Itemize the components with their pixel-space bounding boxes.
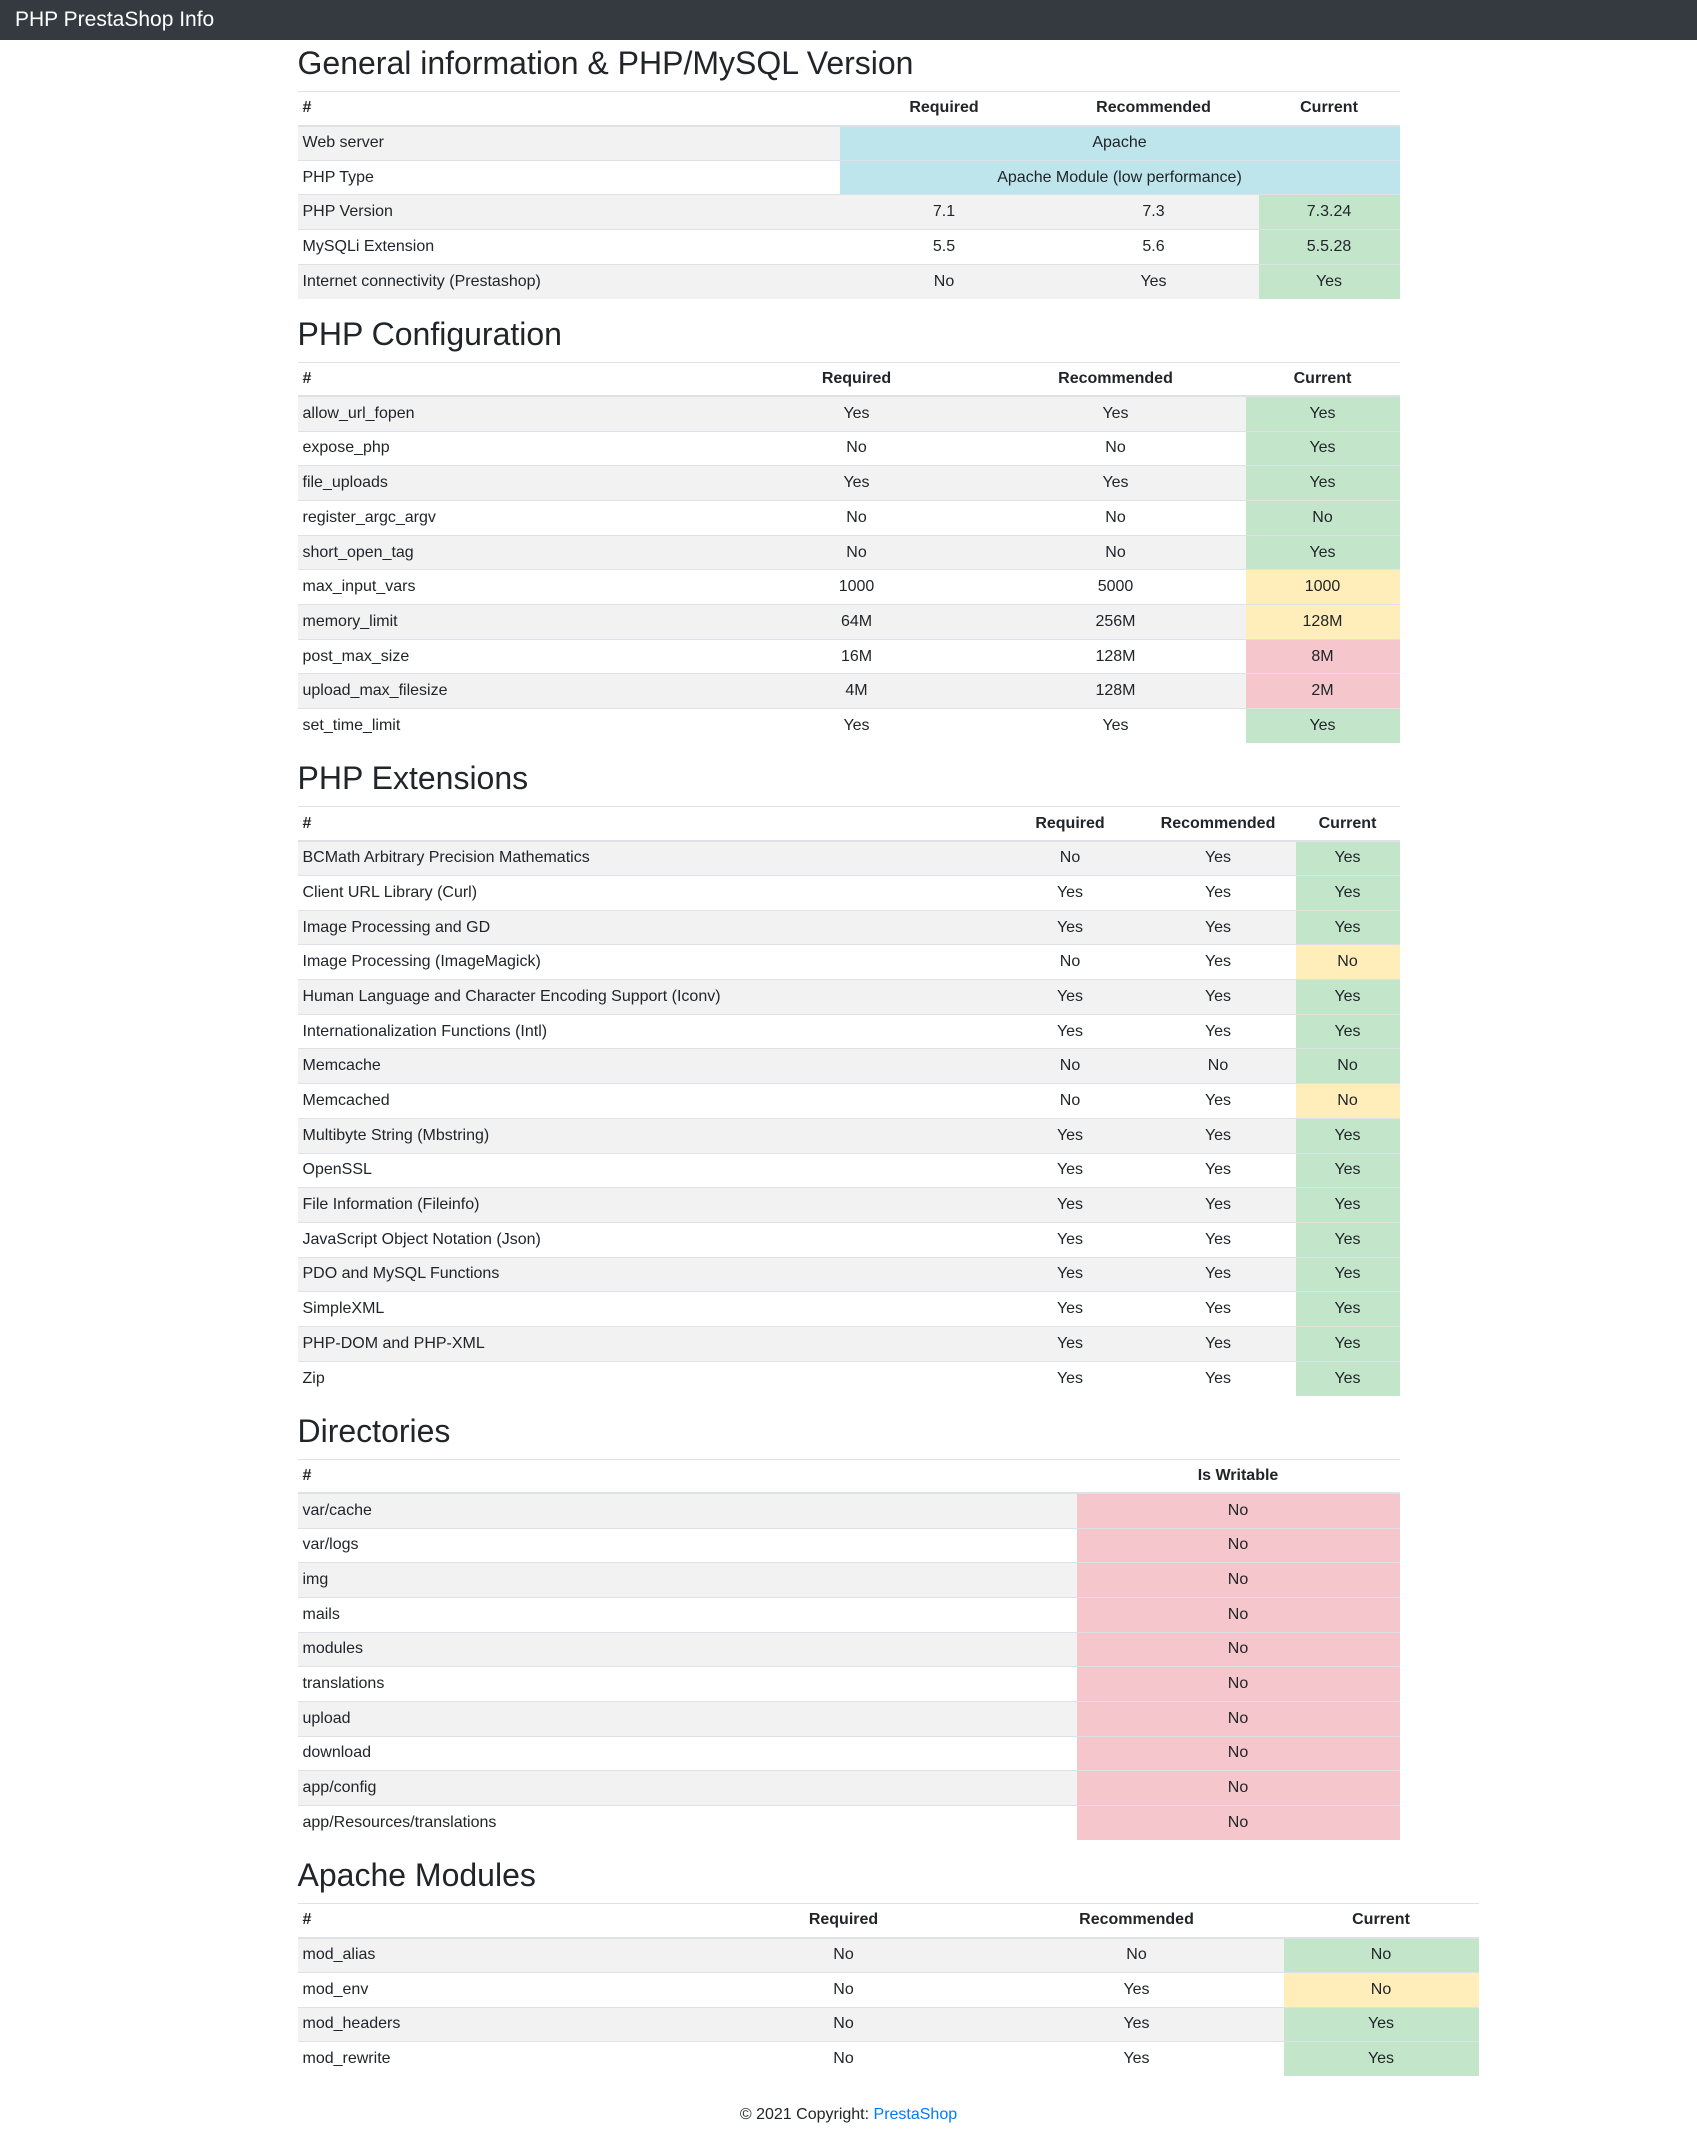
prestashop-link[interactable]: PrestaShop [873,2106,958,2124]
table-row [298,1222,1400,1257]
required-cell: No [1000,1084,1141,1119]
required-cell: Yes [1000,876,1141,911]
recommended-cell: Yes [986,396,1246,431]
row-value-cell: Apache [840,126,1400,161]
current-cell: 5.5.28 [1259,230,1400,265]
column-header: # [298,362,728,396]
current-cell: Yes [1246,466,1400,501]
table-row [298,1667,1400,1702]
recommended-cell: No [986,535,1246,570]
recommended-cell: No [990,1938,1284,1973]
current-cell: Yes [1296,980,1400,1015]
current-cell: No [1284,1938,1479,1973]
recommended-cell: No [1141,1049,1296,1084]
required-cell: Yes [1000,1014,1141,1049]
row-name-cell: BCMath Arbitrary Precision Mathematics [298,841,1000,876]
column-header: # [298,807,1000,841]
row-name-cell: max_input_vars [298,570,728,605]
php-extensions-table-body [298,841,1400,1396]
table-row [298,264,1400,299]
current-cell: Yes [1296,1257,1400,1292]
row-name-cell: File Information (Fileinfo) [298,1188,1000,1223]
recommended-cell: Yes [1141,1014,1296,1049]
required-cell: Yes [1000,1118,1141,1153]
recommended-cell: Yes [1141,1257,1296,1292]
row-name-cell: mod_env [298,1972,698,2007]
row-name-cell: var/logs [298,1528,1077,1563]
row-name-cell: Zip [298,1361,1000,1396]
current-cell: Yes [1296,910,1400,945]
table-header-row [298,362,1400,396]
current-cell: Yes [1296,841,1400,876]
recommended-cell: Yes [1141,980,1296,1015]
apache-modules-table-body [298,1938,1479,2077]
recommended-cell: Yes [1141,910,1296,945]
row-name-cell: translations [298,1667,1077,1702]
current-cell: Yes [1296,1326,1400,1361]
required-cell: Yes [728,709,986,744]
is-writable-cell: No [1077,1701,1400,1736]
recommended-cell: Yes [1141,876,1296,911]
table-row [298,396,1400,431]
table-header-row [298,1904,1479,1938]
required-cell: No [1000,841,1141,876]
recommended-cell: Yes [1141,1188,1296,1223]
row-name-cell: mails [298,1597,1077,1632]
table-row [298,1049,1400,1084]
navbar [0,0,1697,40]
section-title-general: General information & PHP/MySQL Version [297,45,914,81]
column-header: # [298,1904,698,1938]
table-row [298,1597,1400,1632]
row-name-cell: OpenSSL [298,1153,1000,1188]
row-name-cell: Human Language and Character Encoding Support (Iconv) [298,980,1000,1015]
column-header: Is Writable [1077,1459,1400,1493]
row-name-cell: Web server [298,126,840,161]
current-cell: Yes [1246,396,1400,431]
is-writable-cell: No [1077,1563,1400,1598]
recommended-cell: Yes [1141,1153,1296,1188]
recommended-cell: 7.3 [1049,195,1259,230]
row-name-cell: mod_headers [298,2007,698,2042]
required-cell: No [728,535,986,570]
current-cell: Yes [1296,1292,1400,1327]
table-row [298,1188,1400,1223]
recommended-cell: Yes [986,709,1246,744]
table-row [298,1771,1400,1806]
current-cell: Yes [1296,1361,1400,1396]
table-row [298,2042,1479,2077]
table-row [298,1014,1400,1049]
row-name-cell: short_open_tag [298,535,728,570]
section-title-directories: Directories [297,1412,451,1449]
column-header: Current [1259,92,1400,126]
current-cell: Yes [1284,2007,1479,2042]
required-cell: No [840,264,1049,299]
table-row [298,1806,1400,1841]
footer-copyright: © 2021 Copyright: [739,2106,874,2124]
recommended-cell: 5000 [986,570,1246,605]
row-name-cell: register_argc_argv [298,501,728,536]
required-cell: No [728,501,986,536]
current-cell: Yes [1246,431,1400,466]
recommended-cell: No [986,431,1246,466]
row-name-cell: file_uploads [298,466,728,501]
row-name-cell: PHP Type [298,160,840,195]
recommended-cell: No [986,501,1246,536]
recommended-cell: Yes [990,2042,1284,2077]
current-cell: Yes [1296,1188,1400,1223]
table-row [298,674,1400,709]
row-name-cell: JavaScript Object Notation (Json) [298,1222,1000,1257]
table-row [298,1528,1400,1563]
recommended-cell: Yes [990,1972,1284,2007]
navbar-title[interactable]: PHP PrestaShop Info [15,8,215,31]
directories-table [298,1459,1400,1840]
current-cell: Yes [1296,876,1400,911]
row-name-cell: SimpleXML [298,1292,1000,1327]
row-name-cell: modules [298,1632,1077,1667]
current-cell: 2M [1246,674,1400,709]
table-row [298,1292,1400,1327]
recommended-cell: Yes [1141,1292,1296,1327]
table-row [298,1361,1400,1396]
row-name-cell: Client URL Library (Curl) [298,876,1000,911]
recommended-cell: 5.6 [1049,230,1259,265]
table-row [298,1972,1479,2007]
recommended-cell: Yes [1141,841,1296,876]
row-name-cell: Memcache [298,1049,1000,1084]
required-cell: Yes [1000,980,1141,1015]
row-name-cell: app/config [298,1771,1077,1806]
row-name-cell: expose_php [298,431,728,466]
recommended-cell: Yes [1049,264,1259,299]
required-cell: 16M [728,639,986,674]
is-writable-cell: No [1077,1771,1400,1806]
row-name-cell: var/cache [298,1493,1077,1528]
current-cell: No [1296,945,1400,980]
required-cell: No [698,2042,990,2077]
row-name-cell: Internationalization Functions (Intl) [298,1014,1000,1049]
recommended-cell: 256M [986,605,1246,640]
row-name-cell: PDO and MySQL Functions [298,1257,1000,1292]
required-cell: Yes [728,396,986,431]
row-name-cell: Image Processing and GD [298,910,1000,945]
column-header: Current [1296,807,1400,841]
required-cell: 7.1 [840,195,1049,230]
table-row [298,1257,1400,1292]
table-row [298,945,1400,980]
required-cell: No [1000,1049,1141,1084]
is-writable-cell: No [1077,1528,1400,1563]
is-writable-cell: No [1077,1632,1400,1667]
table-row [298,1701,1400,1736]
row-name-cell: download [298,1736,1077,1771]
table-row [298,2007,1479,2042]
column-header: Current [1284,1904,1479,1938]
row-name-cell: PHP Version [298,195,840,230]
table-row [298,1326,1400,1361]
footer [298,2106,1400,2124]
is-writable-cell: No [1077,1493,1400,1528]
recommended-cell: Yes [1141,1118,1296,1153]
row-value-cell: Apache Module (low performance) [840,160,1400,195]
table-row [298,466,1400,501]
required-cell: 5.5 [840,230,1049,265]
row-name-cell: memory_limit [298,605,728,640]
row-name-cell: img [298,1563,1077,1598]
column-header: Required [840,92,1049,126]
recommended-cell: Yes [1141,1084,1296,1119]
recommended-cell: 128M [986,639,1246,674]
row-name-cell: post_max_size [298,639,728,674]
required-cell: Yes [1000,1188,1141,1223]
general-table [298,91,1400,299]
row-name-cell: Memcached [298,1084,1000,1119]
row-name-cell: set_time_limit [298,709,728,744]
table-row [298,195,1400,230]
row-name-cell: mod_rewrite [298,2042,698,2077]
current-cell: No [1284,1972,1479,2007]
current-cell: 128M [1246,605,1400,640]
current-cell: 7.3.24 [1259,195,1400,230]
column-header: Recommended [1049,92,1259,126]
required-cell: 1000 [728,570,986,605]
row-name-cell: upload_max_filesize [298,674,728,709]
required-cell: No [698,1972,990,2007]
table-row [298,605,1400,640]
row-name-cell: MySQLi Extension [298,230,840,265]
table-row [298,431,1400,466]
row-name-cell: mod_alias [298,1938,698,1973]
table-row [298,1118,1400,1153]
current-cell: No [1246,501,1400,536]
required-cell: Yes [1000,1292,1141,1327]
table-row [298,535,1400,570]
recommended-cell: Yes [986,466,1246,501]
apache-modules-table [298,1903,1479,2076]
column-header: Recommended [990,1904,1284,1938]
row-name-cell: upload [298,1701,1077,1736]
table-row [298,876,1400,911]
current-cell: 8M [1246,639,1400,674]
section-title-php-config: PHP Configuration [297,315,562,352]
required-cell: Yes [1000,1361,1141,1396]
table-row [298,1736,1400,1771]
current-cell: Yes [1296,1014,1400,1049]
required-cell: Yes [1000,1153,1141,1188]
php-config-table [298,362,1400,743]
general-table-body [298,126,1400,299]
row-name-cell: app/Resources/translations [298,1806,1077,1841]
current-cell: Yes [1296,1153,1400,1188]
required-cell: Yes [728,466,986,501]
table-row [298,126,1400,161]
directories-table-body [298,1493,1400,1840]
table-row [298,1084,1400,1119]
section-title-php-extensions: PHP Extensions [297,760,529,797]
current-cell: Yes [1296,1118,1400,1153]
row-name-cell: Image Processing (ImageMagick) [298,945,1000,980]
recommended-cell: Yes [990,2007,1284,2042]
table-row [298,639,1400,674]
column-header: Recommended [1141,807,1296,841]
row-name-cell: Internet connectivity (Prestashop) [298,264,840,299]
php-config-table-body [298,396,1400,743]
required-cell: Yes [1000,1326,1141,1361]
table-row [298,1493,1400,1528]
required-cell: Yes [1000,1257,1141,1292]
required-cell: No [728,431,986,466]
main-container [297,44,1410,2124]
table-row [298,709,1400,744]
row-name-cell: Multibyte String (Mbstring) [298,1118,1000,1153]
current-cell: Yes [1259,264,1400,299]
table-row [298,1632,1400,1667]
is-writable-cell: No [1077,1597,1400,1632]
row-name-cell: PHP-DOM and PHP-XML [298,1326,1000,1361]
column-header: Required [698,1904,990,1938]
table-row [298,230,1400,265]
table-row [298,980,1400,1015]
table-row [298,501,1400,536]
current-cell: No [1296,1049,1400,1084]
php-extensions-table [298,806,1400,1396]
column-header: Recommended [986,362,1246,396]
column-header: # [298,92,840,126]
is-writable-cell: No [1077,1736,1400,1771]
required-cell: No [698,1938,990,1973]
current-cell: No [1296,1084,1400,1119]
current-cell: 1000 [1246,570,1400,605]
recommended-cell: 128M [986,674,1246,709]
table-row [298,1938,1479,1973]
table-row [298,570,1400,605]
required-cell: Yes [1000,910,1141,945]
table-row [298,1563,1400,1598]
section-title-apache-modules: Apache Modules [297,1857,536,1894]
required-cell: 64M [728,605,986,640]
table-header-row [298,92,1400,126]
required-cell: Yes [1000,1222,1141,1257]
is-writable-cell: No [1077,1667,1400,1702]
table-row [298,910,1400,945]
required-cell: No [698,2007,990,2042]
recommended-cell: Yes [1141,945,1296,980]
current-cell: Yes [1296,1222,1400,1257]
table-row [298,160,1400,195]
column-header: Current [1246,362,1400,396]
column-header: # [298,1459,1077,1493]
current-cell: Yes [1246,709,1400,744]
required-cell: No [1000,945,1141,980]
recommended-cell: Yes [1141,1326,1296,1361]
required-cell: 4M [728,674,986,709]
recommended-cell: Yes [1141,1222,1296,1257]
table-header-row [298,1459,1400,1493]
column-header: Required [728,362,986,396]
column-header: Required [1000,807,1141,841]
table-row [298,1153,1400,1188]
recommended-cell: Yes [1141,1361,1296,1396]
current-cell: Yes [1284,2042,1479,2077]
table-header-row [298,807,1400,841]
current-cell: Yes [1246,535,1400,570]
table-row [298,841,1400,876]
is-writable-cell: No [1077,1806,1400,1841]
row-name-cell: allow_url_fopen [298,396,728,431]
